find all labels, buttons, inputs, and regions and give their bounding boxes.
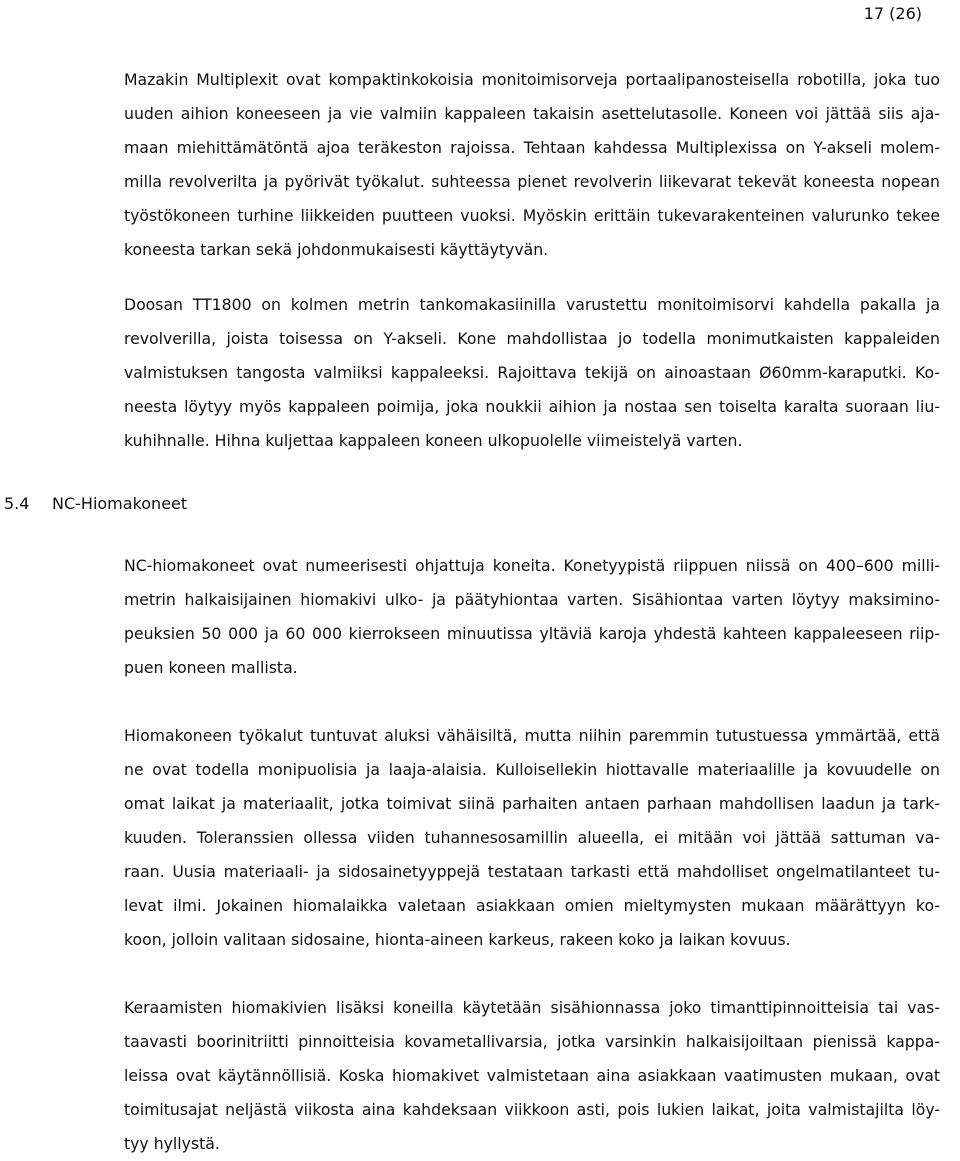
paragraph-line: Hiomakoneen työkalut tuntuvat aluksi vähäisiltä, mutta niihin paremmin tutustuessa ymmärtää, että [124,726,940,745]
paragraph-line: Keraamisten hiomakivien lisäksi koneilla käytetään sisähionnassa joko timanttipinnoitteisia tai vas- [124,998,940,1017]
paragraph-line: puen koneen mallista. [124,658,298,677]
paragraph-doosan [124,288,940,458]
paragraph-mazak [124,63,940,267]
paragraph-line: tyy hyllystä. [124,1134,220,1153]
paragraph-line: ne ovat todella monipuolisia ja laaja-alaisia. Kulloisellekin hiottavalle materiaalille ja kovuudelle on [124,760,940,779]
paragraph-line: raan. Uusia materiaali- ja sidosainetyyppejä testataan tarkasti että mahdolliset ongelmatilanteet tu- [124,862,940,881]
paragraph-line: toimitusajat neljästä viikosta aina kahdeksaan viikkoon asti, pois lukien laikat, joita valmistajilta löy- [124,1100,940,1119]
section-title: NC-Hiomakoneet [52,494,188,513]
paragraph-line: leissa ovat käytännöllisiä. Koska hiomakivet valmistetaan aina asiakkaan vaatimusten mukaan, ovat [124,1066,940,1085]
paragraph-line: Doosan TT1800 on kolmen metrin tankomakasiinilla varustettu monitoimisorvi kahdella pakalla ja [124,295,940,314]
page-number: 17 (26) [863,4,922,23]
paragraph-line: revolverilla, joista toisessa on Y-akseli. Kone mahdollistaa jo todella monimutkaisten kappaleiden [124,329,940,348]
paragraph-line: taavasti boorinitriitti pinnoitteisia kovametallivarsia, jotka varsinkin halkaisijoiltaan pienissä kappa- [124,1032,940,1051]
paragraph-line: valmistuksen tangosta valmiiksi kappaleeksi. Rajoittava tekijä on ainoastaan Ø60mm-karaputki. Ko- [124,363,940,382]
paragraph-line: maan miehittämätöntä ajoa teräkeston rajoissa. Tehtaan kahdessa Multiplexissa on Y-akseli molem- [124,138,940,157]
paragraph-line: NC-hiomakoneet ovat numeerisesti ohjattuja koneita. Konetyypistä riippuen niissä on 400–600 milli- [124,556,940,575]
paragraph-line: levat ilmi. Jokainen hiomalaikka valetaan asiakkaan omien mieltymysten mukaan määrättyyn ko- [124,896,940,915]
paragraph-line: työstökoneen turhine liikkeiden puutteen vuoksi. Myöskin erittäin tukevarakenteinen valurunko tekee [124,206,940,225]
paragraph-line: koon, jolloin valitaan sidosaine, hionta-aineen karkeus, rakeen koko ja laikan kovuus. [124,930,791,949]
paragraph-line: milla revolverilta ja pyörivät työkalut. suhteessa pienet revolverin liikevarat tekevät koneesta nopean [124,172,940,191]
paragraph-grinding-tools [124,719,940,957]
paragraph-line: peuksien 50 000 ja 60 000 kierrokseen minuutissa yltäviä karoja yhdestä kahteen kappaleeseen riip- [124,624,940,643]
paragraph-line: koneesta tarkan sekä johdonmukaisesti käyttäytyvän. [124,240,549,259]
paragraph-ceramic-stones [124,991,940,1161]
paragraph-line: kuuden. Toleranssien ollessa viiden tuhannesosamillin alueella, ei mitään voi jättää sattuman va- [124,828,940,847]
paragraph-line: omat laikat ja materiaalit, jotka toimivat siinä parhaiten antaen parhaan mahdollisen laadun ja tark- [124,794,940,813]
paragraph-line: Mazakin Multiplexit ovat kompaktinkokoisia monitoimisorveja portaalipanosteisella robotilla, joka tuo [124,70,940,89]
paragraph-nc-grinding [124,549,940,685]
section-number: 5.4 [4,494,30,513]
paragraph-line: metrin halkaisijainen hiomakivi ulko- ja päätyhiontaa varten. Sisähiontaa varten löytyy maksimino- [124,590,940,609]
paragraph-line: uuden aihion koneeseen ja vie valmiin kappaleen takaisin asettelutasolle. Koneen voi jättää siis aja- [124,104,940,123]
paragraph-line: kuhihnalle. Hihna kuljettaa kappaleen koneen ulkopuolelle viimeistelyä varten. [124,431,743,450]
paragraph-line: neesta löytyy myös kappaleen poimija, joka noukkii aihion ja nostaa sen toiselta karalta suoraan liu- [124,397,940,416]
